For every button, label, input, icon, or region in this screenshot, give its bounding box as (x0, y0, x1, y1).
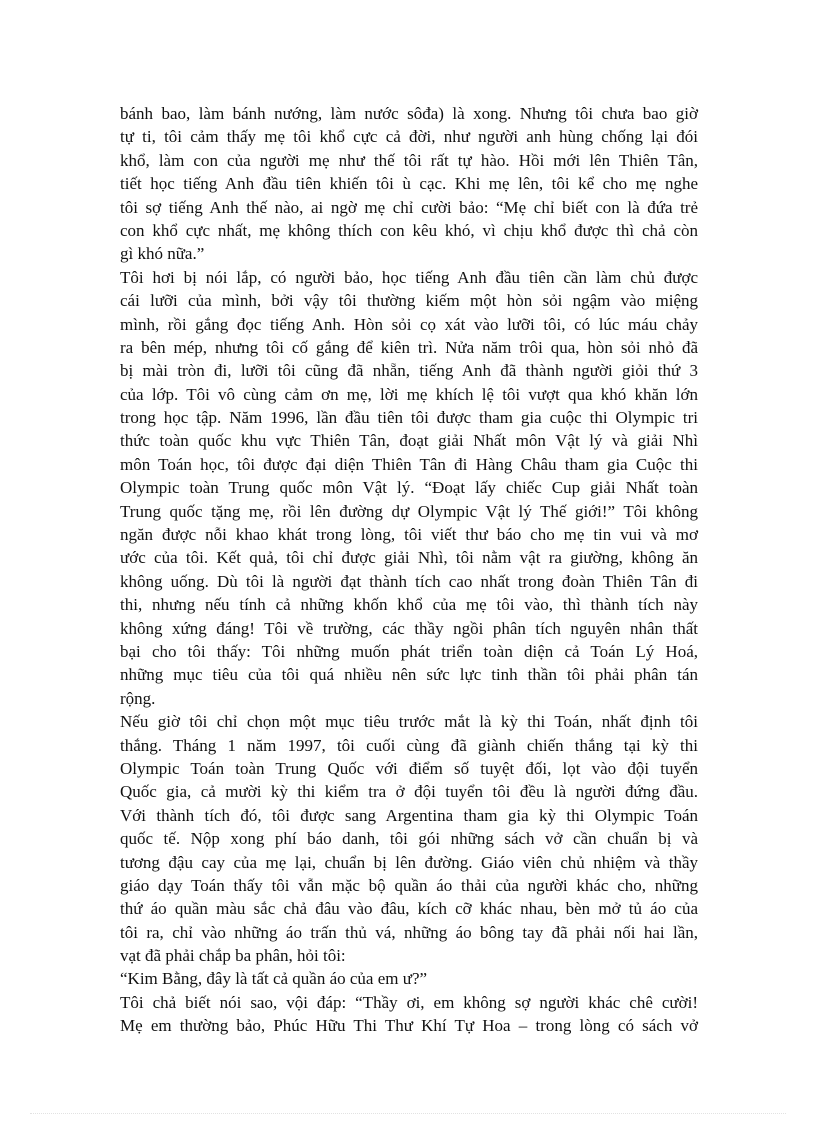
text-line: Nếu giờ tôi chỉ chọn một mục tiêu trước mắt là kỳ thi Toán, nhất định tôi (120, 712, 698, 732)
text-line: khổ, làm con của người mẹ như thế tôi rất tự hào. Hồi mới lên Thiên Tân, (120, 150, 698, 170)
text-line: tôi sợ tiếng Anh thế nào, ai ngờ mẹ chỉ cười bảo: “Mẹ chỉ biết con là đứa trẻ (120, 197, 698, 217)
text-line: bại cho tôi thấy: Tôi những muốn phát triển toàn diện cả Toán Lý Hoá, (120, 641, 698, 661)
text-line: không xứng đáng! Tôi về trường, các thầy ngồi phân tích nguyên nhân thất (120, 618, 698, 638)
text-line: quốc tế. Nộp xong phí báo danh, tôi gói những sách vở cần chuẩn bị và (120, 829, 698, 849)
page-bottom-divider (30, 1113, 786, 1115)
text-line: của lớp. Tôi vô cùng cảm ơn mẹ, lời mẹ khích lệ tôi vượt qua khó khăn lớn (120, 384, 698, 404)
text-line: cái lưỡi của mình, bởi vậy tôi thường kiếm một hòn sỏi ngậm vào miệng (120, 291, 698, 311)
text-line: Olympic Toán toàn Trung Quốc với điểm số tuyệt đối, lọt vào đội tuyển (120, 758, 698, 778)
text-line: mình, rồi gắng đọc tiếng Anh. Hòn sỏi cọ xát vào lưỡi tôi, có lúc máu chảy (120, 314, 698, 334)
text-line: Mẹ em thường bảo, Phúc Hữu Thi Thư Khí Tự Hoa – trong lòng có sách vở (120, 1016, 698, 1036)
text-line: môn Toán học, tôi được đại diện Thiên Tân đi Hàng Châu tham gia Cuộc thi (120, 454, 698, 474)
text-line: gì khó nữa.” (120, 244, 205, 264)
text-line: tiết học tiếng Anh đầu tiên khiến tôi ù cạc. Khi mẹ lên, tôi kể cho mẹ nghe (120, 174, 698, 194)
text-line: thức toàn quốc khu vực Thiên Tân, đoạt giải Nhất môn Vật lý và giải Nhì (120, 431, 698, 451)
text-line: con khổ cực nhất, mẹ không thích con kêu khó, vì chịu khổ được thì chả còn (120, 220, 698, 240)
text-line: bánh bao, làm bánh nướng, làm nước sôđa) là xong. Nhưng tôi chưa bao giờ (120, 104, 698, 123)
text-line: tương đậu cay của mẹ lại, chuẩn bị lên đường. Giáo viên chủ nhiệm và thầy (120, 852, 698, 872)
text-line: vạt đã phải chắp ba phân, hỏi tôi: (120, 946, 346, 966)
text-line: Quốc gia, cả mười kỳ thi kiểm tra ở đội tuyển tôi đều là người đứng đầu. (120, 782, 698, 802)
text-line: tự ti, tôi cảm thấy mẹ tôi khổ cực cả đời, như người anh hùng chống lại đói (120, 127, 698, 147)
text-line: không uống. Dù tôi là người đạt thành tích cao nhất trong đoàn Thiên Tân đi (120, 571, 698, 591)
text-line: Tôi hơi bị nói lắp, có người bảo, học tiếng Anh đầu tiên cần làm chủ được (120, 267, 698, 287)
text-line: những mục tiêu của tôi quá nhiều nên sức lực tinh thần tôi phải phân tán (120, 665, 698, 685)
text-line: Trung quốc tặng mẹ, rồi lên đường dự Olympic Vật lý Thế giới!” Tôi không (120, 501, 698, 521)
text-line: Olympic toàn Trung quốc môn Vật lý. “Đoạt lấy chiếc Cup giải Nhất toàn (120, 478, 698, 498)
text-line: tôi ra, chỉ vào những áo trấn thủ vá, những áo bông tay đã phải nối hai lần, (120, 922, 698, 942)
text-line: thắng. Tháng 1 năm 1997, tôi cuối cùng đã giành chiến thắng tại kỳ thi (120, 735, 698, 755)
text-line: Tôi chả biết nói sao, vội đáp: “Thầy ơi, em không sợ người khác chê cười! (120, 992, 698, 1012)
text-line: ra bên mép, nhưng tôi cố gắng để kiên trì. Nửa năm trôi qua, hòn sỏi nhỏ đã (120, 337, 698, 357)
text-line: rộng. (120, 688, 156, 708)
text-line: “Kim Bằng, đây là tất cả quần áo của em ư?” (120, 969, 428, 989)
text-line: giáo dạy Toán thấy tôi vẫn mặc bộ quần áo thải của người khác cho, những (120, 875, 698, 895)
text-line: Với thành tích đó, tôi được sang Argentina tham gia kỳ thi Olympic Toán (120, 805, 698, 825)
text-line: ngăn được nỗi khao khát trong lòng, tôi viết thư báo cho mẹ tin vui và mơ (120, 525, 698, 545)
document-page (120, 102, 698, 1038)
text-line: thứ áo quần màu sắc chả đâu vào đâu, kích cỡ khác nhau, bèn mở tủ áo của (120, 899, 698, 919)
text-line: ước của tôi. Kết quả, tôi chỉ được giải Nhì, tôi nằm vật ra giường, không ăn (120, 548, 698, 568)
text-line: trong học tập. Năm 1996, lần đầu tiên tôi được tham gia cuộc thi Olympic tri (120, 408, 698, 428)
text-line: bị mài tròn đi, lưỡi tôi cũng đã nhẵn, tiếng Anh đã thành người giỏi thứ 3 (120, 361, 698, 381)
text-line: thi, nhưng nếu tính cả những khốn khổ của mẹ tôi vào, thì thành tích này (120, 595, 698, 615)
